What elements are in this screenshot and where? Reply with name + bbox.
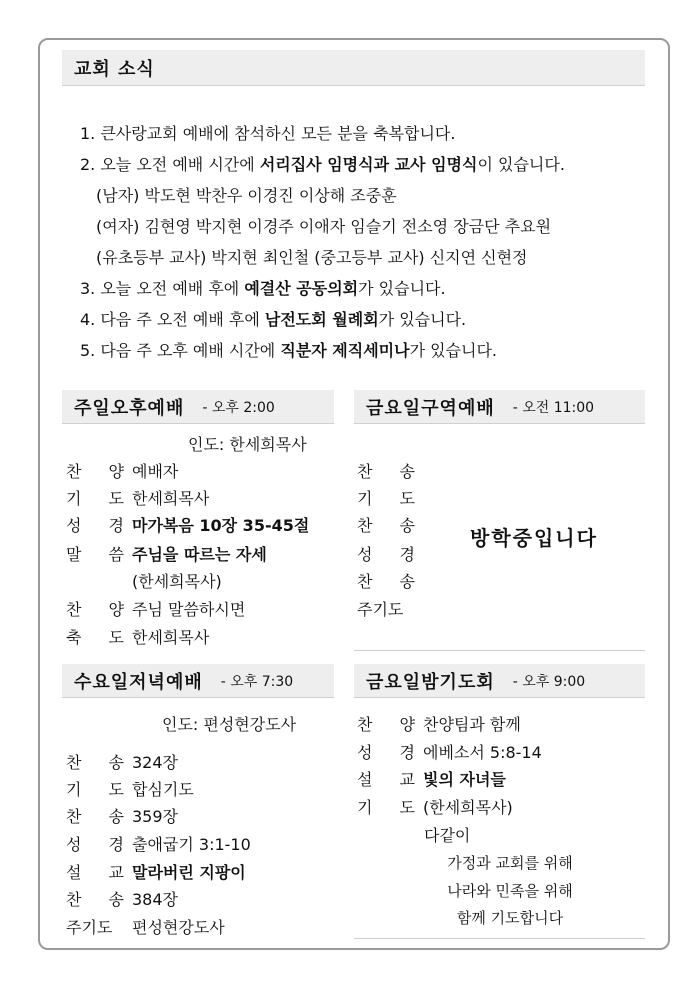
friday-am-row: 찬 송 <box>357 572 426 591</box>
news-item-5: 5. 다음 주 오후 예배 시간에 직분자 제직세미나가 있습니다. <box>80 341 498 360</box>
friday-pm-together: 다같이 <box>424 826 471 845</box>
wednesday-title: 수요일저녁예배 <box>74 671 203 693</box>
news-item-4: 4. 다음 주 오전 예배 후에 남전도회 월례회가 있습니다. <box>80 310 467 329</box>
friday-am-row: 주기도 <box>357 600 404 619</box>
friday-am-divider <box>354 650 645 651</box>
friday-pm-header <box>354 664 645 698</box>
news-item-2: 2. 오늘 오전 예배 시간에 서리집사 임명식과 교사 임명식이 있습니다. <box>80 155 565 174</box>
news-title: 교회 소식 <box>74 58 155 80</box>
sunday-pm-row: 성 경 마가복음 10장 35-45절 <box>66 516 310 535</box>
friday-am-header <box>354 390 645 424</box>
friday-am-row: 성 경 <box>357 545 426 564</box>
wednesday-row: 찬 송 384장 <box>66 890 178 909</box>
wednesday-row: 주기도 편성현강도사 <box>66 918 225 937</box>
friday-am-vacation-message: 방학중입니다 <box>470 526 598 550</box>
friday-am-row: 찬 송 <box>357 516 426 535</box>
friday-pm-note: 나라와 민족을 위해 <box>447 882 573 900</box>
friday-pm-divider <box>354 938 645 939</box>
news-header <box>62 50 645 86</box>
friday-pm-row: 기 도 (한세희목사) <box>357 798 513 817</box>
friday-pm-note: 함께 기도합니다 <box>456 909 564 927</box>
friday-am-row: 기 도 <box>357 489 426 508</box>
wednesday-row: 성 경 출애굽기 3:1-10 <box>66 835 251 854</box>
friday-pm-note: 가정과 교회를 위해 <box>447 854 573 872</box>
sunday-pm-row: (한세희목사) <box>132 572 222 591</box>
wednesday-row: 기 도 합심기도 <box>66 780 194 799</box>
wednesday-time: - 오후 7:30 <box>220 673 294 690</box>
friday-pm-title: 금요일밤기도회 <box>366 671 495 693</box>
friday-am-row: 찬 송 <box>357 462 426 481</box>
wednesday-row: 찬 송 324장 <box>66 753 178 772</box>
friday-pm-row: 찬 양 찬양팀과 함께 <box>357 715 521 734</box>
sunday-pm-row: 축 도 한세희목사 <box>66 628 210 647</box>
friday-am-title: 금요일구역예배 <box>366 397 495 419</box>
sunday-pm-row: 기 도 한세희목사 <box>66 489 210 508</box>
wednesday-row: 찬 송 359장 <box>66 807 178 826</box>
sunday-pm-title: 주일오후예배 <box>74 397 185 419</box>
friday-pm-time: - 오후 9:00 <box>512 673 586 690</box>
sunday-pm-header <box>62 390 334 424</box>
news-item-1: 1. 큰사랑교회 예배에 참석하신 모든 분을 축복합니다. <box>80 124 456 143</box>
news-item-2-teachers: (유초등부 교사) 박지현 최인철 (중고등부 교사) 신지연 신현정 <box>96 248 528 267</box>
wednesday-row: 설 교 말라버린 지팡이 <box>66 863 246 882</box>
sunday-pm-time: - 오후 2:00 <box>202 399 275 416</box>
sunday-pm-row: 찬 양 예배자 <box>66 462 179 481</box>
friday-am-time: - 오전 11:00 <box>512 399 595 416</box>
friday-pm-row: 설 교 빛의 자녀들 <box>357 770 506 789</box>
friday-pm-row: 성 경 에베소서 5:8-14 <box>357 743 542 762</box>
sunday-pm-leader: 인도: 한세희목사 <box>188 435 307 454</box>
news-item-2-women: (여자) 김현영 박지현 이경주 이애자 임슬기 전소영 장금단 추요원 <box>96 217 552 236</box>
wednesday-leader: 인도: 편성현강도사 <box>162 715 297 734</box>
sunday-pm-row: 말 씀 주님을 따르는 자세 <box>66 545 267 564</box>
wednesday-header <box>62 664 334 698</box>
news-list <box>80 118 660 366</box>
sunday-pm-row: 찬 양 주님 말씀하시면 <box>66 600 246 619</box>
news-item-3: 3. 오늘 오전 예배 후에 예결산 공동의회가 있습니다. <box>80 279 446 298</box>
news-item-2-men: (남자) 박도현 박찬우 이경진 이상해 조중훈 <box>96 186 397 205</box>
